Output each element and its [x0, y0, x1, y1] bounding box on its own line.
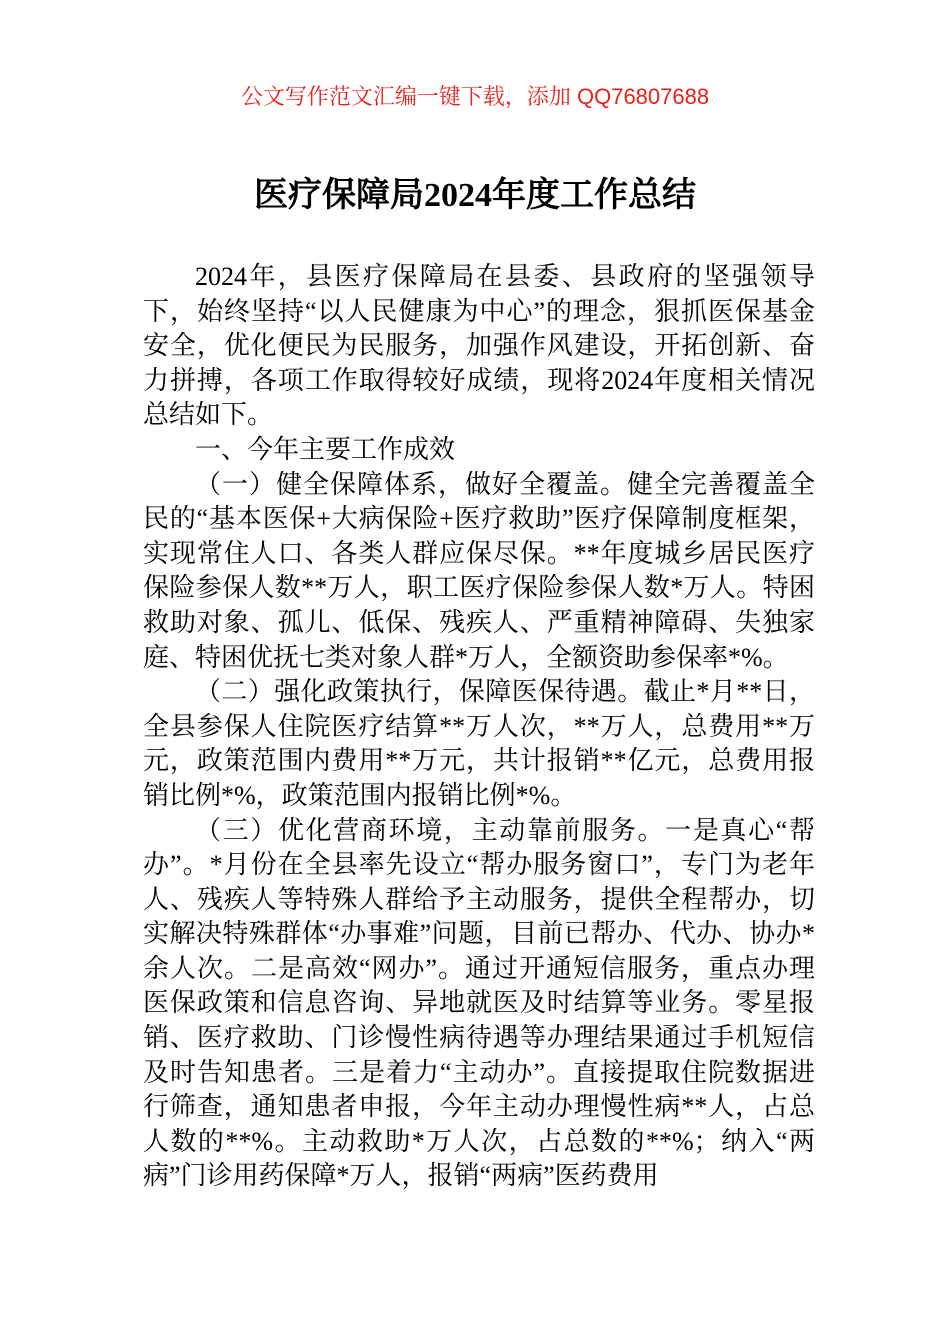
watermark-text: 公文写作范文汇编一键下载，添加 QQ76807688 — [240, 84, 710, 109]
paragraph-point-3-services: （三）优化营商环境，主动靠前服务。一是真心“帮办”。*月份在全县率先设立“帮办服务窗口”，专门为老年人、残疾人等特殊人群给予主动服务，提供全程帮办，切实解决特殊群体“办事难”问题，目前已帮办、代办、协办*余人次。二是高效“网办”。通过开通短信服务，重点办理医保政策和信息咨询、异地就医及时结算等业务。零星报销、医疗救助、门诊慢性病待遇等办理结果通过手机短信及时告知患者。三是着力“主动办”。直接提取住院数据进行筛查，通知患者申报，今年主动办理慢性病**人，占总人数的**%。主动救助*万人次，占总数的**%；纳入“两病”门诊用药保障*万人，报销“两病”医药费用 — [143, 815, 815, 1191]
paragraph-point-1-coverage: （一）健全保障体系，做好全覆盖。健全完善覆盖全民的“基本医保+大病保险+医疗救助”医疗保障制度框架，实现常住人口、各类人群应保尽保。**年度城乡居民医疗保险参保人数**万人，职工医疗保险参保人数*万人。特困救助对象、孤儿、低保、残疾人、严重精神障碍、失独家庭、特困优抚七类对象人群*万人，全额资助参保率*%。 — [143, 469, 815, 672]
section-heading-main-achievements: 一、今年主要工作成效 — [195, 434, 456, 464]
document-body — [143, 260, 815, 1194]
document-title: 医疗保障局2024年度工作总结 — [254, 177, 696, 214]
paragraph-intro: 2024年，县医疗保障局在县委、县政府的坚强领导下，始终坚持“以人民健康为中心”的理念，狠抓医保基金安全，优化便民为民服务，加强作风建设，开拓创新、奋力拼搏，各项工作取得较好成绩，现将2024年度相关情况总结如下。 — [143, 262, 815, 430]
paragraph-point-2-policy: （二）强化政策执行，保障医保待遇。截止*月**日，全县参保人住院医疗结算**万人次，**万人，总费用**万元，政策范围内费用**万元，共计报销**亿元，总费用报销比例*%，政策范围内报销比例*%。 — [143, 677, 815, 810]
